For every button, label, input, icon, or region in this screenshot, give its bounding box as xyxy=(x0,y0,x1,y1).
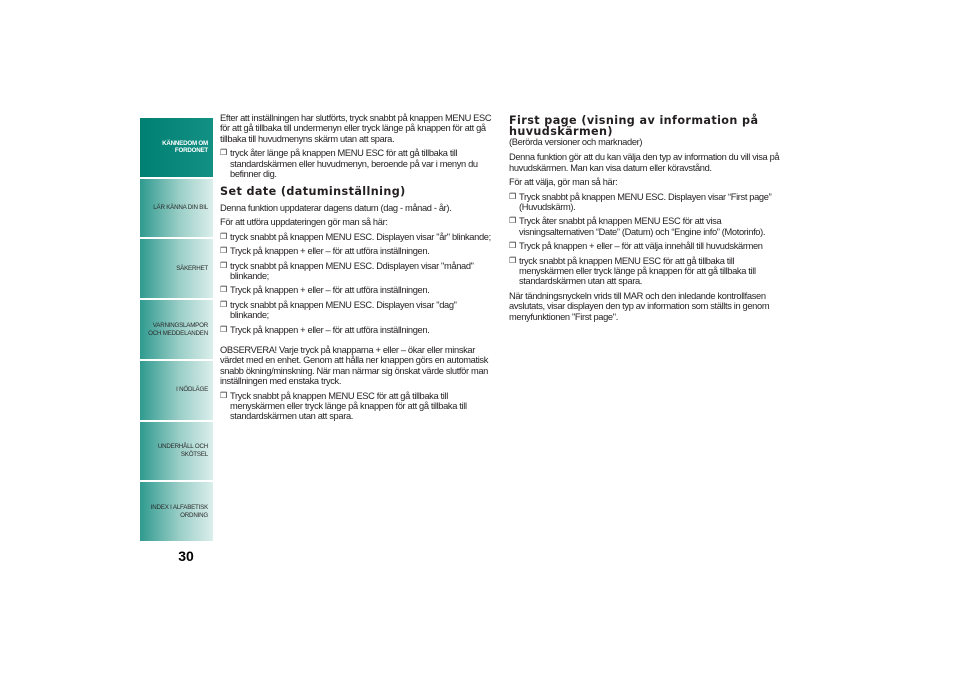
list-item-text: Tryck snabbt på knappen MENU ESC för att gå tillbaka till menyskärmen eller tryck länge på knappen för att gå tillbaka till standardskärmen utan att spara. xyxy=(230,390,467,422)
list-item xyxy=(220,261,492,282)
subheading: (Berörda versioner och marknader) xyxy=(509,137,643,147)
list-item-text: tryck snabbt på knappen MENU ESC. Displayen visar "dag" blinkande; xyxy=(230,299,457,321)
tab-label: INDEX I ALFABETISK ORDNING xyxy=(150,504,208,519)
tab-underhall-och-skotsel[interactable] xyxy=(140,422,213,481)
tab-sakerhet[interactable] xyxy=(140,239,213,298)
list-item xyxy=(220,391,492,422)
paragraph: Denna funktion gör att du kan välja den typ av information du vill visa på huvudskärmen. Man kan visa datum eller köravstånd. xyxy=(509,152,780,173)
tab-index[interactable] xyxy=(140,482,213,541)
section-heading-first-page: First page (visning av information på huvudskärmen) xyxy=(509,114,759,138)
tab-label: VARNINGSLAMPOR OCH MEDDELANDEN xyxy=(148,322,208,337)
tab-lar-kanna-din-bil[interactable] xyxy=(140,179,213,238)
bullet-icon: ❒ xyxy=(509,255,516,265)
paragraph: För att utföra uppdateringen gör man så här: xyxy=(220,217,388,228)
list-item xyxy=(220,246,492,256)
right-column xyxy=(509,113,781,326)
list-item-text: tryck snabbt på knappen MENU ESC för att gå tillbaka till menyskärmen eller tryck länge på knappen för att gå tillbaka till standardskärmen utan att spara. xyxy=(519,255,756,287)
bullet-icon: ❒ xyxy=(220,231,227,241)
list-item xyxy=(220,325,492,335)
bullet-icon: ❒ xyxy=(509,241,516,251)
tab-label: KÄNNEDOM OM FORDONET xyxy=(162,139,208,155)
list-item-text: tryck snabbt på knappen MENU ESC. Displayen visar "år" blinkande; xyxy=(230,231,491,242)
page-number: 30 xyxy=(178,548,194,564)
list-item-text: Tryck på knappen + eller – för att utföra inställningen. xyxy=(230,246,430,257)
section-heading-set-date: Set date (datuminställning) xyxy=(220,185,406,199)
list-item xyxy=(220,148,492,179)
bullet-icon: ❒ xyxy=(220,390,227,400)
bullet-icon: ❒ xyxy=(509,216,516,226)
note-paragraph: OBSERVERA! Varje tryck på knapparna + eller – ökar eller minskar värdet med en enhet. Genom att hålla ner knappen görs en automatisk snabb ökning/minskning. När man närmar sig önskat värde slutför man inställningen med enstaka tryck. xyxy=(220,345,489,387)
list-item xyxy=(509,192,781,213)
list-item xyxy=(220,285,492,295)
bullet-icon: ❒ xyxy=(220,246,227,256)
bullet-icon: ❒ xyxy=(220,260,227,270)
paragraph: Denna funktion uppdaterar dagens datum (dag - månad - år). xyxy=(220,202,452,213)
list-item-text: tryck åter länge på knappen MENU ESC för att gå tillbaka till standardskärmen eller huvudmenyn, beroende på var i menyn du befinner dig. xyxy=(230,148,478,180)
list-item-text: Tryck på knappen + eller – för att välja innehåll till huvudskärmen xyxy=(519,241,763,252)
list-item-text: Tryck snabbt på knappen MENU ESC. Displayen visar “First page” (Huvudskärm). xyxy=(519,191,772,213)
list-item xyxy=(509,256,781,287)
list-item xyxy=(509,241,781,251)
bullet-icon: ❒ xyxy=(220,285,227,295)
list-item-text: Tryck åter snabbt på knappen MENU ESC för att visa visningsalternativen “Date” (Datum) och “Engine info” (Motorinfo). xyxy=(519,216,766,237)
list-item-text: Tryck på knappen + eller – för att utföra inställningen. xyxy=(230,285,430,296)
list-item xyxy=(220,300,492,321)
list-item-text: tryck snabbt på knappen MENU ESC. Ddisplayen visar "månad" blinkande; xyxy=(230,260,474,281)
list-item xyxy=(509,216,781,237)
tab-label: LÄR KÄNNA DIN BIL xyxy=(153,204,208,212)
bullet-icon: ❒ xyxy=(220,324,227,334)
paragraph: För att välja, gör man så här: xyxy=(509,177,618,188)
tab-label: SÄKERHET xyxy=(176,265,208,273)
bullet-icon: ❒ xyxy=(220,299,227,309)
tab-label: UNDERHÅLL OCH SKÖTSEL xyxy=(157,443,208,458)
tab-varningslampor[interactable] xyxy=(140,300,213,359)
list-item-text: Tryck på knappen + eller – för att utföra inställningen. xyxy=(230,324,430,335)
tab-kannedom-om-fordonet[interactable] xyxy=(140,118,213,177)
tab-label: I NÖDLÄGE xyxy=(176,386,208,394)
chapter-sidebar xyxy=(140,118,213,543)
list-item xyxy=(220,232,492,242)
bullet-icon: ❒ xyxy=(220,148,227,158)
bullet-icon: ❒ xyxy=(509,191,516,201)
tab-i-nodlage[interactable] xyxy=(140,361,213,420)
closing-paragraph: När tändningsnyckeln vrids till MAR och den inledande kontrollfasen avslutats, visar displayen den typ av information som ställts in genom menyfunktionen "First page". xyxy=(509,290,770,322)
left-column xyxy=(220,113,492,426)
intro-paragraph: Efter att inställningen har slutförts, tryck snabbt på knappen MENU ESC för att gå tillbaka till undermenyn eller tryck länge på knappen för att gå tillbaka till huvudmenyns skärm utan att spara. xyxy=(220,113,492,144)
